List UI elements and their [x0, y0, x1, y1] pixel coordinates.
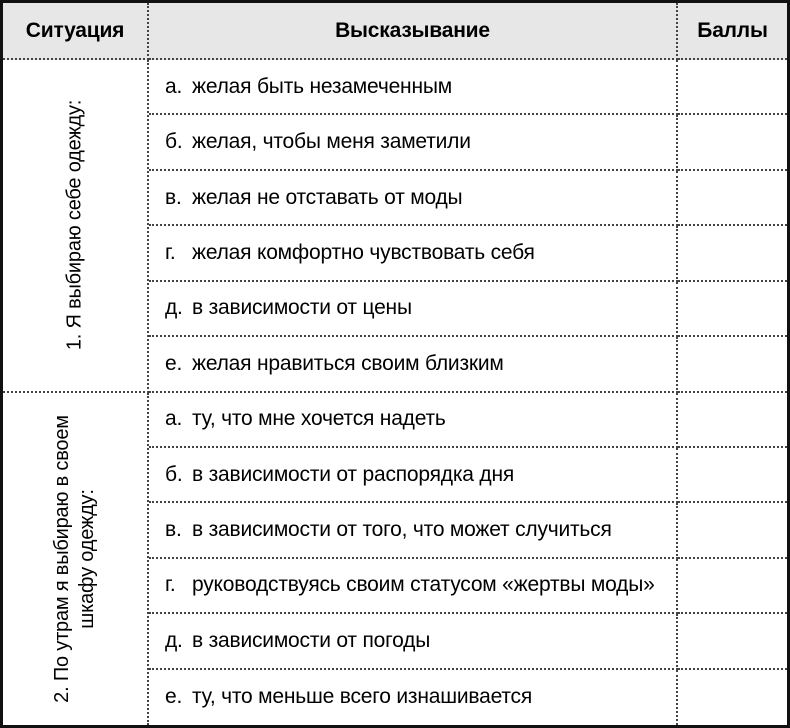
- score-cell: [678, 171, 787, 226]
- score-cell: [678, 115, 787, 170]
- statement-text: в зависимости от распорядка дня: [192, 462, 515, 486]
- statement-letter: а.: [165, 407, 183, 431]
- score-cell: [678, 670, 787, 725]
- statement-cell: [149, 448, 678, 503]
- score-cell: [678, 60, 787, 115]
- situation-label-1: 1. Я выбираю себе одежду:: [63, 100, 86, 351]
- statement-text: ту, что мне хочется надеть: [192, 407, 446, 431]
- score-cell: [678, 559, 787, 614]
- score-cell: [678, 448, 787, 503]
- statement-text: ту, что меньше всего изнашивается: [192, 685, 533, 709]
- score-cell: [678, 282, 787, 337]
- statement-text: желая комфортно чувствовать себя: [192, 240, 535, 264]
- statement-cell: [149, 614, 678, 669]
- header-points: Баллы: [678, 3, 787, 60]
- header-situation: Ситуация: [3, 3, 149, 60]
- statement-text: желая быть незамеченным: [192, 74, 452, 98]
- statement-cell: [149, 393, 678, 448]
- situation-label-2: 2. По утрам я выбираю в своем шкафу одежду:: [51, 414, 98, 703]
- statement-letter: д.: [165, 296, 183, 320]
- statement-text: руководствуясь своим статусом «жертвы моды»: [192, 573, 655, 597]
- statement-text: желая, чтобы меня заметили: [192, 130, 471, 154]
- statement-text: в зависимости от того, что может случиться: [192, 518, 612, 542]
- statement-cell: [149, 60, 678, 115]
- statement-cell: [149, 171, 678, 226]
- statement-letter: б.: [165, 462, 183, 486]
- statement-text: желая не отставать от моды: [192, 185, 463, 209]
- statement-letter: е.: [165, 685, 183, 709]
- statement-cell: [149, 503, 678, 558]
- score-cell: [678, 337, 787, 392]
- statement-letter: б.: [165, 130, 183, 154]
- score-cell: [678, 393, 787, 448]
- statement-text: желая нравиться своим близким: [192, 351, 504, 375]
- score-cell: [678, 503, 787, 558]
- statement-cell: [149, 559, 678, 614]
- statement-letter: д.: [165, 628, 183, 652]
- header-statement: Высказывание: [149, 3, 678, 60]
- statement-cell: [149, 115, 678, 170]
- score-cell: [678, 226, 787, 281]
- statement-letter: в.: [165, 518, 182, 542]
- statement-text: в зависимости от цены: [192, 296, 412, 320]
- statement-letter: в.: [165, 185, 182, 209]
- statement-text: в зависимости от погоды: [192, 628, 431, 652]
- statement-letter: е.: [165, 351, 183, 375]
- statement-letter: а.: [165, 74, 183, 98]
- score-cell: [678, 614, 787, 669]
- statement-letter: г.: [165, 240, 176, 264]
- statement-cell: [149, 226, 678, 281]
- statement-cell: [149, 337, 678, 392]
- situation-cell-1: [3, 60, 149, 393]
- situation-cell-2: [3, 393, 149, 726]
- statement-cell: [149, 670, 678, 725]
- statement-cell: [149, 282, 678, 337]
- statement-letter: г.: [165, 573, 176, 597]
